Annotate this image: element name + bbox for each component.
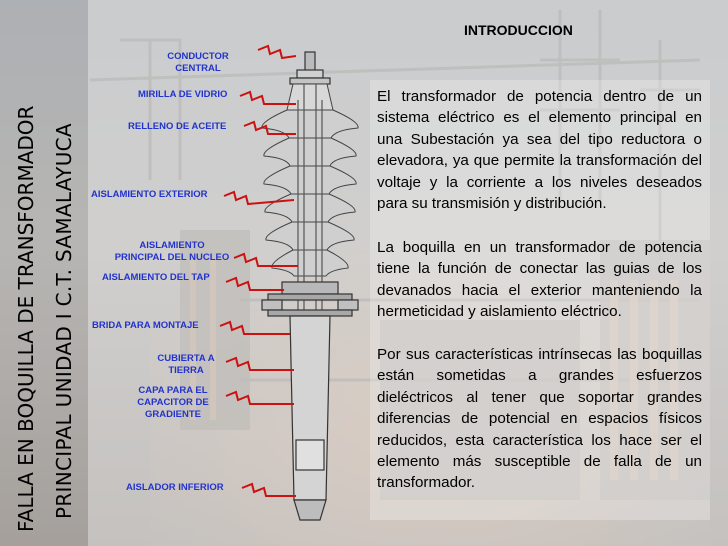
- title-line-1: FALLA EN BOQUILLA DE TRANSFORMADOR: [14, 105, 38, 532]
- label-aislador-inferior: AISLADOR INFERIOR: [126, 482, 224, 493]
- label-aislamiento-exterior: AISLAMIENTO EXTERIOR: [91, 189, 208, 200]
- label-brida-para-montaje: BRIDA PARA MONTAJE: [92, 320, 199, 331]
- lower-insulator: [290, 316, 330, 520]
- label-cubierta-a-tierra: CUBIERTA A TIERRA: [157, 353, 215, 376]
- paragraph-2: La boquilla en un transformador de potencia tiene la función de conectar las guias de los devanados hacia el exterior manteniendo la hermeticidad y aislamiento eléctrico.: [377, 239, 702, 321]
- paragraph-1: El transformador de potencia dentro de un sistema eléctrico es el elemento principal en una Subestación ya sea del tipo reductora o elevadora, ya que permite la transformación del voltaje y la corriente a los niveles deseados para su transmisión y distribución.: [377, 88, 702, 213]
- label-capa-capacitor: CAPA PARA EL CAPACITOR DE GRADIENTE: [137, 385, 209, 420]
- title-line-2: PRINCIPAL UNIDAD I C.T. SAMALAYUCA: [52, 123, 76, 519]
- upper-insulator: [262, 84, 358, 276]
- label-aislamiento-principal: AISLAMIENTO PRINCIPAL DEL NUCLEO: [114, 240, 230, 263]
- mounting-flange: [262, 282, 358, 316]
- section-heading: INTRODUCCION: [464, 22, 573, 38]
- label-aislamiento-del-tap: AISLAMIENTO DEL TAP: [102, 272, 210, 283]
- label-relleno-de-aceite: RELLENO DE ACEITE: [128, 121, 227, 132]
- label-conductor-central: CONDUCTOR CENTRAL: [167, 51, 229, 74]
- paragraph-3: Por sus características intrínsecas las boquillas están sometidas a grandes esfuerzos dieléctricos al tener que soportar grandes diferencias de potencial en espacios físicos reducidos, esta característica los hace ser el elemento más susceptible de falla de un transformador.: [377, 346, 702, 492]
- label-mirilla-de-vidrio: MIRILLA DE VIDRIO: [138, 89, 228, 100]
